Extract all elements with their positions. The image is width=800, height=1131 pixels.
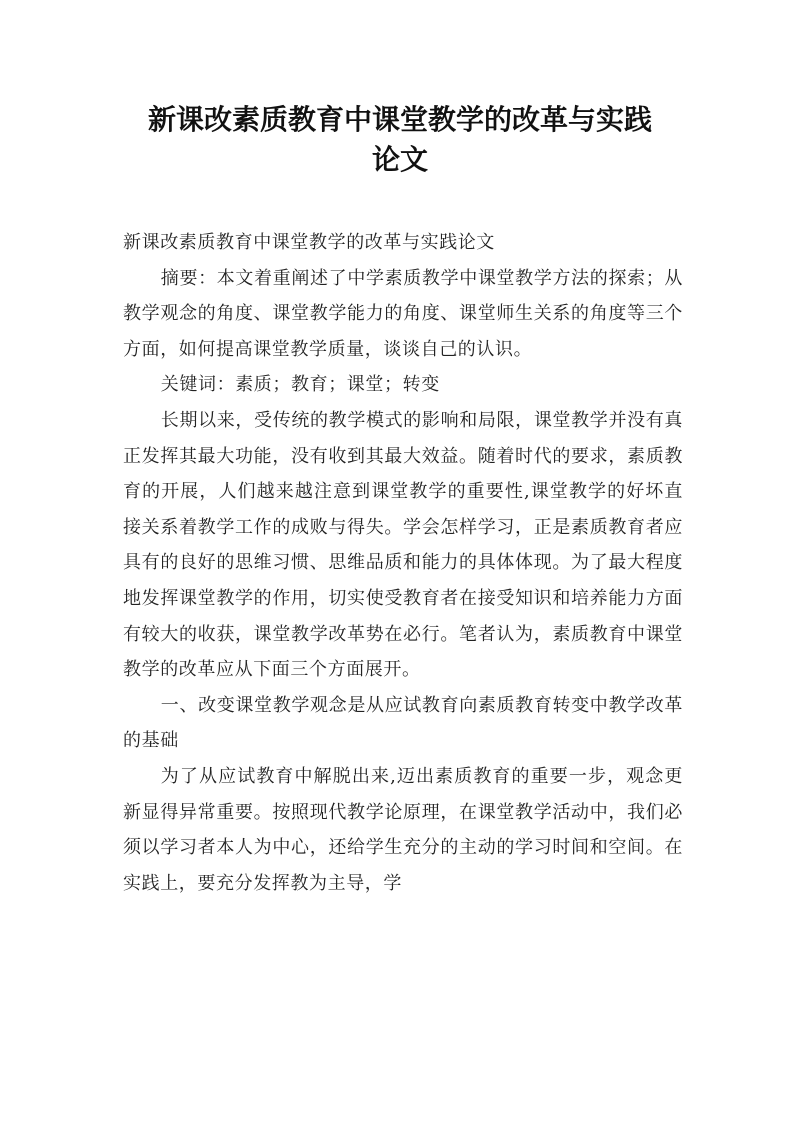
document-title-line-2: 论文 [371, 143, 428, 176]
subtitle-paragraph: 新课改素质教育中课堂教学的改革与实践论文 [123, 232, 495, 253]
document-title-line-1: 新课改素质教育中课堂教学的改革与实践 [147, 103, 652, 136]
abstract-paragraph: 摘要：本文着重阐述了中学素质教学中课堂教学方法的探索；从教学观念的角度、课堂教学能力的角度、课堂师生关系的角度等三个方面，如何提高课堂教学质量，谈谈自己的认识。 [123, 267, 683, 360]
body-paragraph: 为了从应试教育中解脱出来,迈出素质教育的重要一步，观念更新显得异常重要。按照现代教学论原理，在课堂教学活动中，我们必须以学习者本人为中心，还给学生充分的主动的学习时间和空间。在实践上，要充分发挥教为主导，学 [123, 765, 683, 894]
document-body [123, 225, 683, 901]
keywords-paragraph: 关键词：素质；教育；课堂；转变 [160, 374, 440, 396]
section-heading-1: 一、改变课堂教学观念是从应试教育向素质教育转变中教学改革的基础 [123, 694, 683, 752]
body-paragraph: 长期以来，受传统的教学模式的影响和局限，课堂教学并没有真正发挥其最大功能，没有收到其最大效益。随着时代的要求，素质教育的开展，人们越来越注意到课堂教学的重要性,课堂教学的好坏直接关系着教学工作的成败与得失。学会怎样学习，正是素质教育者应具有的良好的思维习惯、思维品质和能力的具体体现。为了最大程度地发挥课堂教学的作用，切实使受教育者在接受知识和培养能力方面有较大的收获，课堂教学改革势在必行。笔者认为，素质教育中课堂教学的改革应从下面三个方面展开。 [123, 409, 683, 681]
